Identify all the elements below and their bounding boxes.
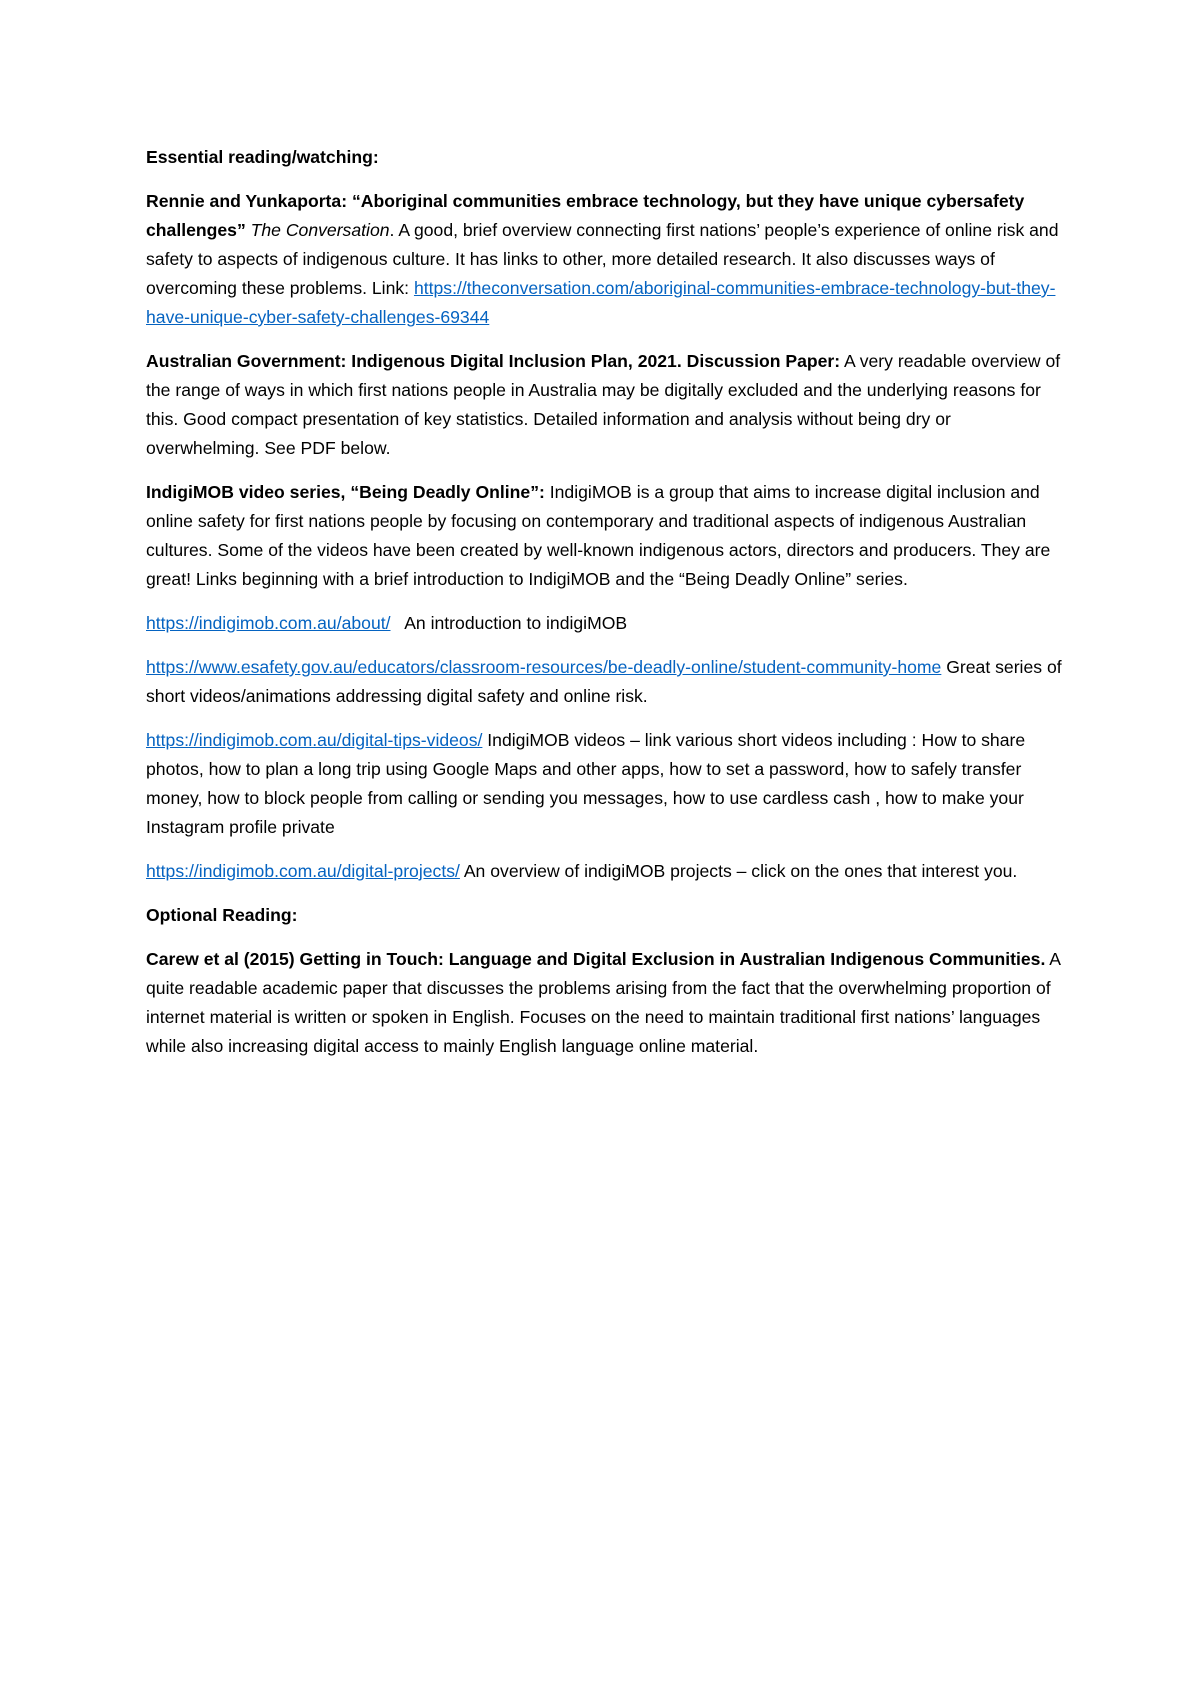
digital-projects-entry — [146, 857, 1066, 886]
theconversation-link[interactable]: https://theconversation.com/aboriginal-communities-embrace-technology-but-they-have-unique-cyber-safety-challenges-69344 — [146, 278, 1056, 327]
essential-reading-heading: Essential reading/watching: — [146, 147, 379, 167]
link-description: An overview of indigiMOB projects – click on the ones that interest you. — [459, 861, 1018, 881]
entry-title: Rennie and Yunkaporta: “Aboriginal communities embrace technology, but they have unique cybersafety challenges” — [146, 191, 1025, 240]
carew-entry — [146, 945, 1066, 1061]
indigimob-about-link[interactable]: https://indigimob.com.au/about/ — [146, 613, 391, 633]
link-description: IndigiMOB videos – link various short videos including : How to share photos, how to plan a long trip using Google Maps and other apps, how to set a password, how to safely transfer money, how to block people from calling or sending you messages, how to use cardless cash , how to make your Instagram profile private — [146, 730, 1026, 837]
digital-tips-entry — [146, 726, 1066, 842]
digital-tips-videos-link[interactable]: https://indigimob.com.au/digital-tips-videos/ — [146, 730, 483, 750]
document-page — [146, 143, 1066, 1076]
entry-title: IndigiMOB video series, “Being Deadly Online”: — [146, 482, 545, 502]
digital-projects-link[interactable]: https://indigimob.com.au/digital-projects/ — [146, 861, 460, 881]
publication-name: The Conversation — [250, 220, 390, 240]
digital-inclusion-plan-entry — [146, 347, 1066, 463]
esafety-entry — [146, 653, 1066, 711]
link-description: Great series of short videos/animations addressing digital safety and online risk. — [146, 657, 1062, 706]
entry-title: Carew et al (2015) Getting in Touch: Language and Digital Exclusion in Australian Indigenous Communities. — [146, 949, 1046, 969]
optional-reading-heading: Optional Reading: — [146, 905, 298, 925]
entry-description: . A good, brief overview connecting first nations’ people’s experience of online risk and safety to aspects of indigenous culture. It has links to other, more detailed research. It also discusses ways of overcoming these problems. Link: — [146, 220, 1059, 298]
esafety-link[interactable]: https://www.esafety.gov.au/educators/classroom-resources/be-deadly-online/student-community-home — [146, 657, 942, 677]
indigimob-about-entry — [146, 609, 1066, 638]
entry-title: Australian Government: Indigenous Digital Inclusion Plan, 2021. Discussion Paper: — [146, 351, 841, 371]
entry-description: A quite readable academic paper that discusses the problems arising from the fact that the overwhelming proportion of internet material is written or spoken in English. Focuses on the need to maintain traditional first nations’ languages while also increasing digital access to mainly English language online material. — [146, 949, 1061, 1056]
link-description: An introduction to indigiMOB — [390, 613, 628, 633]
entry-description: A very readable overview of the range of ways in which first nations people in Australia may be digitally excluded and the underlying reasons for this. Good compact presentation of key statistics. Detailed information and analysis without being dry or overwhelming. See PDF below. — [146, 351, 1061, 458]
rennie-yunkaporta-entry — [146, 187, 1066, 332]
indigimob-series-entry — [146, 478, 1066, 594]
entry-description: IndigiMOB is a group that aims to increase digital inclusion and online safety for first nations people by focusing on contemporary and traditional aspects of indigenous Australian cultures. Some of the videos have been created by well-known indigenous actors, directors and producers. They are great! Links beginning with a brief introduction to IndigiMOB and the “Being Deadly Online” series. — [146, 482, 1051, 589]
